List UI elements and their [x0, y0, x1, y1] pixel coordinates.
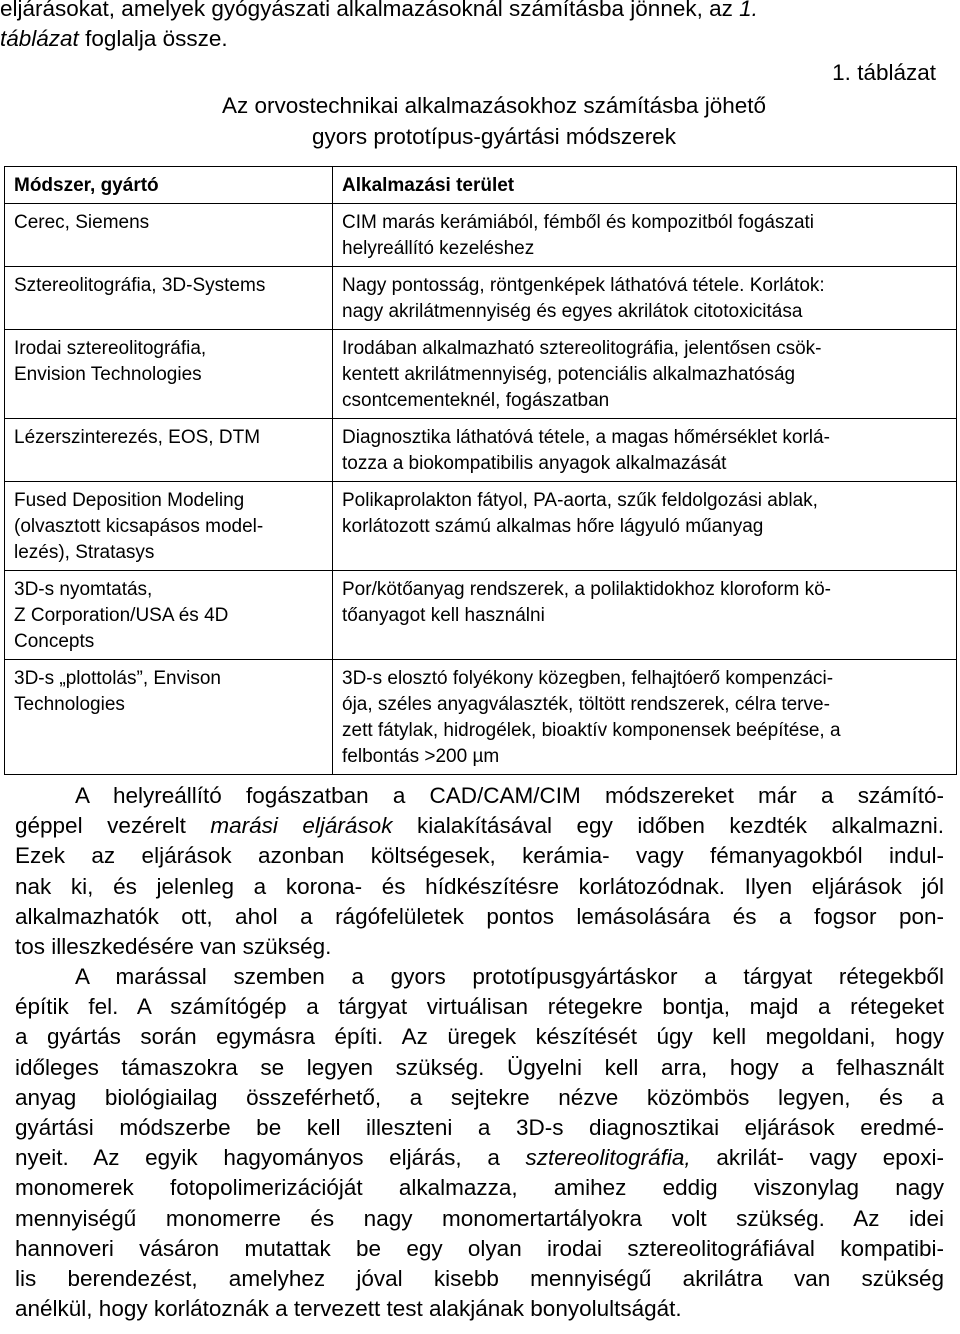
text-line: [15, 962, 944, 992]
text-run: géppel vezérelt: [15, 813, 211, 839]
cell-line: 3D-s „plottolás”, Envison: [14, 668, 221, 689]
table-label: 1. táblázat: [832, 60, 936, 85]
text-line: [15, 1053, 944, 1083]
table-row: [5, 267, 957, 330]
cell-line: Diagnosztika láthatóvá tétele, a magas hőmérséklet korlá-: [342, 427, 830, 448]
text-line: [15, 841, 944, 871]
methods-table: [4, 166, 957, 775]
text-line: [15, 1022, 944, 1052]
text-line: [15, 1083, 944, 1113]
cell-line: kentett akrilátmennyiség, potenciális alkalmazhatóság: [342, 364, 796, 385]
application-cell: [333, 330, 957, 419]
text-line: [15, 992, 944, 1022]
text-line: [15, 781, 944, 811]
table-row: [5, 419, 957, 482]
method-cell: [5, 419, 333, 482]
cell-line: ója, széles anyagválaszték, töltött rendszerek, célra terve-: [342, 694, 830, 715]
method-cell: [5, 330, 333, 419]
cell-line: lezés), Stratasys: [14, 542, 155, 563]
intro-line-1: eljárásokat, amelyek gyógyászati alkalmazásoknál számításba jönnek, az 1.: [0, 0, 758, 21]
cell-line: Z Corporation/USA és 4D: [14, 605, 229, 626]
text-run: lis berendezést, amelyhez jóval kisebb mennyiségű akrilátra van szükség: [15, 1266, 944, 1292]
text-run: akrilát- vagy epoxi-: [690, 1145, 945, 1171]
text-line: [15, 872, 944, 902]
text-run: anyag biológiailag összeférhető, a sejtekre nézve közömbös legyen, és a: [15, 1084, 944, 1110]
cell-line: Fused Deposition Modeling: [14, 490, 245, 511]
body-paragraph-1: [15, 781, 944, 962]
cell-line: Envision Technologies: [14, 364, 202, 385]
text-run: anélkül, hogy korlátoznák a tervezett test alakjának bonyolultságát.: [15, 1296, 682, 1322]
cell-line: 3D-s elosztó folyékony közegben, felhajtóerő kompenzáci-: [342, 668, 834, 689]
cell-line: nagy akrilátmennyiség és egyes akrilátok citotoxicitása: [342, 301, 803, 322]
text-run: építik fel. A számítógép a tárgyat virtuálisan rétegekre bontja, majd a rétegeket: [15, 994, 944, 1020]
text-run: monomerek fotopolimerizációját alkalmazza, amihez eddig viszonylag nagy: [15, 1175, 944, 1201]
table-title-line-2: gyors prototípus-gyártási módszerek: [312, 124, 676, 149]
text-run: nyeit. Az egyik hagyományos eljárás, a: [15, 1145, 526, 1171]
text-line: [15, 1204, 944, 1234]
method-cell: [5, 482, 333, 571]
text-run: kialakításával egy időben kezdték alkalmazni.: [392, 813, 944, 839]
italic-term: marási eljárások: [210, 813, 393, 839]
text-run: mennyiségű monomerre és nagy monomertartályokra volt szükség. Az idei: [15, 1205, 944, 1231]
application-cell: [333, 204, 957, 267]
method-cell: [5, 204, 333, 267]
text-run: alkalmazhatók ott, ahol a rágófelületek pontos lemásolására és a fogsor pon-: [15, 903, 944, 929]
text-run: hannoveri vásáron mutattak be egy olyan irodai sztereolitográfiával kompatibi-: [15, 1235, 944, 1261]
table-title-line-1: Az orvostechnikai alkalmazásokhoz számításba jöhető: [221, 93, 767, 118]
cell-line: Sztereolitográfia, 3D-Systems: [14, 275, 266, 296]
intro-paragraph: [0, 0, 958, 54]
text-run: nak ki, és jelenleg a korona- és hídkészítésre korlátozódnak. Ilyen eljárások jól: [15, 873, 944, 899]
text-run: időleges támaszokra se legyen szükség. Ügyelni kell arra, hogy a felhasznált: [15, 1054, 944, 1080]
cell-line: Lézerszinterezés, EOS, DTM: [14, 427, 261, 448]
cell-line: Polikaprolakton fátyol, PA-aorta, szűk feldolgozási ablak,: [342, 490, 818, 511]
cell-line: csontcementeknél, fogászatban: [342, 390, 610, 411]
text-run: A marással szemben a gyors prototípusgyártáskor a tárgyat rétegekből: [75, 964, 944, 989]
cell-line: Technologies: [14, 694, 125, 715]
text-line: [15, 1294, 944, 1324]
text-line: [15, 1113, 944, 1143]
text-line: [15, 811, 944, 841]
cell-line: Nagy pontosság, röntgenképek láthatóvá tétele. Korlátok:: [342, 275, 825, 296]
text-line: [15, 902, 944, 932]
cell-line: 3D-s nyomtatás,: [14, 579, 153, 600]
text-run: A helyreállító fogászatban a CAD/CAM/CIM módszereket már a számító-: [75, 783, 944, 808]
cell-line: (olvasztott kicsapásos model-: [14, 516, 264, 537]
cell-line: korlátozott számú alkalmas hőre lágyuló műanyag: [342, 516, 764, 537]
cell-line: felbontás >200 µm: [342, 746, 500, 767]
text-run: Ezek az eljárások azonban költségesek, kerámia- vagy fémanyagokból indul-: [15, 843, 944, 869]
table-row: [5, 204, 957, 267]
application-cell: [333, 419, 957, 482]
cell-line: tőanyagot kell használni: [342, 605, 545, 626]
body-paragraph-2: [15, 962, 944, 1324]
cell-line: Cerec, Siemens: [14, 212, 150, 233]
header-method: Módszer, gyártó: [5, 167, 333, 204]
table-header-row: [5, 167, 957, 204]
table-title: [0, 90, 960, 152]
text-line: [15, 1234, 944, 1264]
table-row: [5, 330, 957, 419]
intro-line-2: táblázat foglalja össze.: [0, 26, 228, 51]
table-row: [5, 482, 957, 571]
table-row: [5, 660, 957, 775]
table-row: [5, 571, 957, 660]
cell-line: Concepts: [14, 631, 95, 652]
text-run: gyártási módszerbe be kell illeszteni a 3D-s diagnosztikai eljárások eredmé-: [15, 1115, 944, 1141]
application-cell: [333, 267, 957, 330]
cell-line: Por/kötőanyag rendszerek, a polilaktidokhoz kloroform kö-: [342, 579, 831, 600]
cell-line: Irodai sztereolitográfia,: [14, 338, 207, 359]
cell-line: tozza a biokompatibilis anyagok alkalmazását: [342, 453, 727, 474]
cell-line: helyreállító kezeléshez: [342, 238, 535, 259]
application-cell: [333, 571, 957, 660]
application-cell: [333, 660, 957, 775]
cell-line: zett fátylak, hidrogélek, bioaktív komponensek beépítése, a: [342, 720, 841, 741]
italic-term: sztereolitográfia,: [525, 1145, 691, 1171]
header-application: Alkalmazási terület: [333, 167, 957, 204]
text-line: [15, 1173, 944, 1203]
text-run: tos illeszkedésére van szükség.: [15, 934, 332, 960]
text-run: a gyártás során egymásra építi. Az üregek készítését úgy kell megoldani, hogy: [15, 1024, 944, 1050]
text-line: [15, 1143, 944, 1173]
text-line: [15, 1264, 944, 1294]
application-cell: [333, 482, 957, 571]
method-cell: [5, 571, 333, 660]
table-body: [5, 204, 957, 775]
cell-line: Irodában alkalmazható sztereolitográfia, jelentősen csök-: [342, 338, 822, 359]
cell-line: CIM marás kerámiából, fémből és kompozitból fogászati: [342, 212, 815, 233]
text-line: [15, 932, 944, 962]
method-cell: [5, 267, 333, 330]
method-cell: [5, 660, 333, 775]
